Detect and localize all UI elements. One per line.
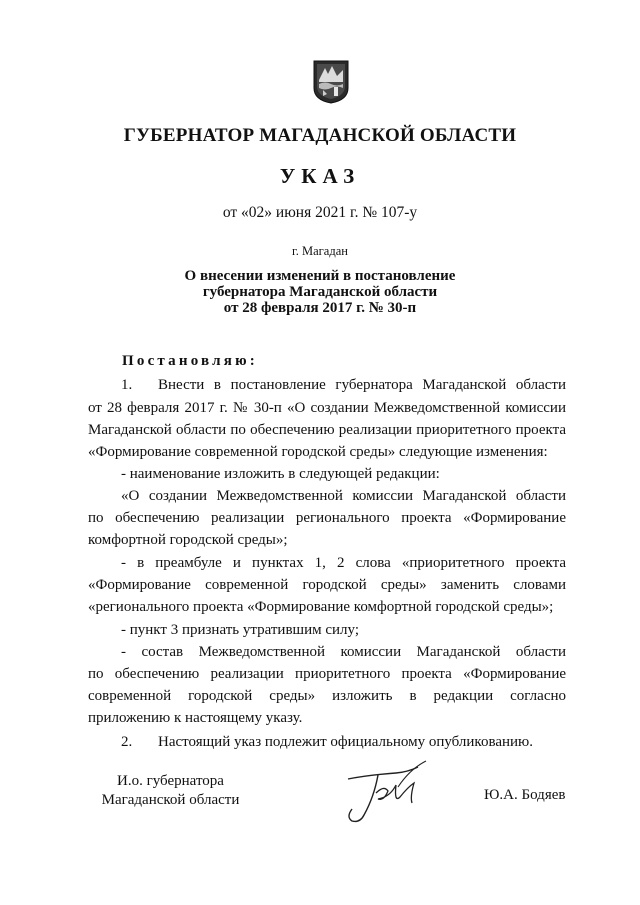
item-2-text: Настоящий указ подлежит официальному опубликованию. [158,734,534,750]
document-city: г. Магадан [292,244,348,258]
subject-line: губернатора Магаданской области [202,284,438,300]
item-2-number: 2. [121,734,133,750]
body-line: «Формирование современной городской среды» заменить словами [88,577,566,593]
body-line: современной городской среды» изложить в редакции согласно [88,688,566,704]
magadan-coat-of-arms-icon [313,60,349,104]
body-line: комфортной городской среды»; [88,532,288,548]
change-bullet-2: - в преамбуле и пунктах 1, 2 слова «приоритетного проекта [121,555,566,571]
document-date-number: от «02» июня 2021 г. № 107-у [222,204,418,221]
body-line: Магаданской области по обеспечению реализации приоритетного проекта [88,422,566,438]
document-type: УКАЗ [279,164,361,188]
item-1-first-line [121,377,566,394]
item-1-text: Внести в постановление губернатора Магаданской области [158,377,566,393]
handwritten-signature-icon [338,757,430,827]
issuing-authority: ГУБЕРНАТОР МАГАДАНСКОЙ ОБЛАСТИ [123,125,517,146]
item-1-number: 1. [121,377,133,393]
change-bullet-4: - состав Межведомственной комиссии Магаданской области [121,644,566,660]
body-line: «Формирование современной городской среды» следующие изменения: [88,444,548,460]
change-bullet-3: - пункт 3 признать утратившим силу; [121,622,360,638]
body-line: приложению к настоящему указу. [88,710,303,726]
signer-position-line: И.о. губернатора [117,773,224,789]
change-bullet-1: - наименование изложить в следующей редакции: [121,466,440,482]
body-line: от 28 февраля 2017 г. № 30-п «О создании Межведомственной комиссии [88,400,566,416]
subject-line: О внесении изменений в постановление [184,268,456,284]
signer-name: Ю.А. Бодяев [484,787,566,803]
subject-line: от 28 февраля 2017 г. № 30-п [223,300,417,316]
signer-position-line: Магаданской области [101,792,240,808]
body-line: по обеспечению реализации регионального проекта «Формирование [88,510,566,526]
signer-position [88,772,253,810]
body-line: по обеспечению реализации приоритетного проекта «Формирование [88,666,566,682]
item-2 [121,734,566,751]
document-subject [0,268,640,316]
body-line: «регионального проекта «Формирование комфортной городской среды»; [88,599,554,615]
preamble: Постановляю: [122,353,258,369]
new-title-quote: «О создании Межведомственной комиссии Магаданской области [121,488,566,504]
